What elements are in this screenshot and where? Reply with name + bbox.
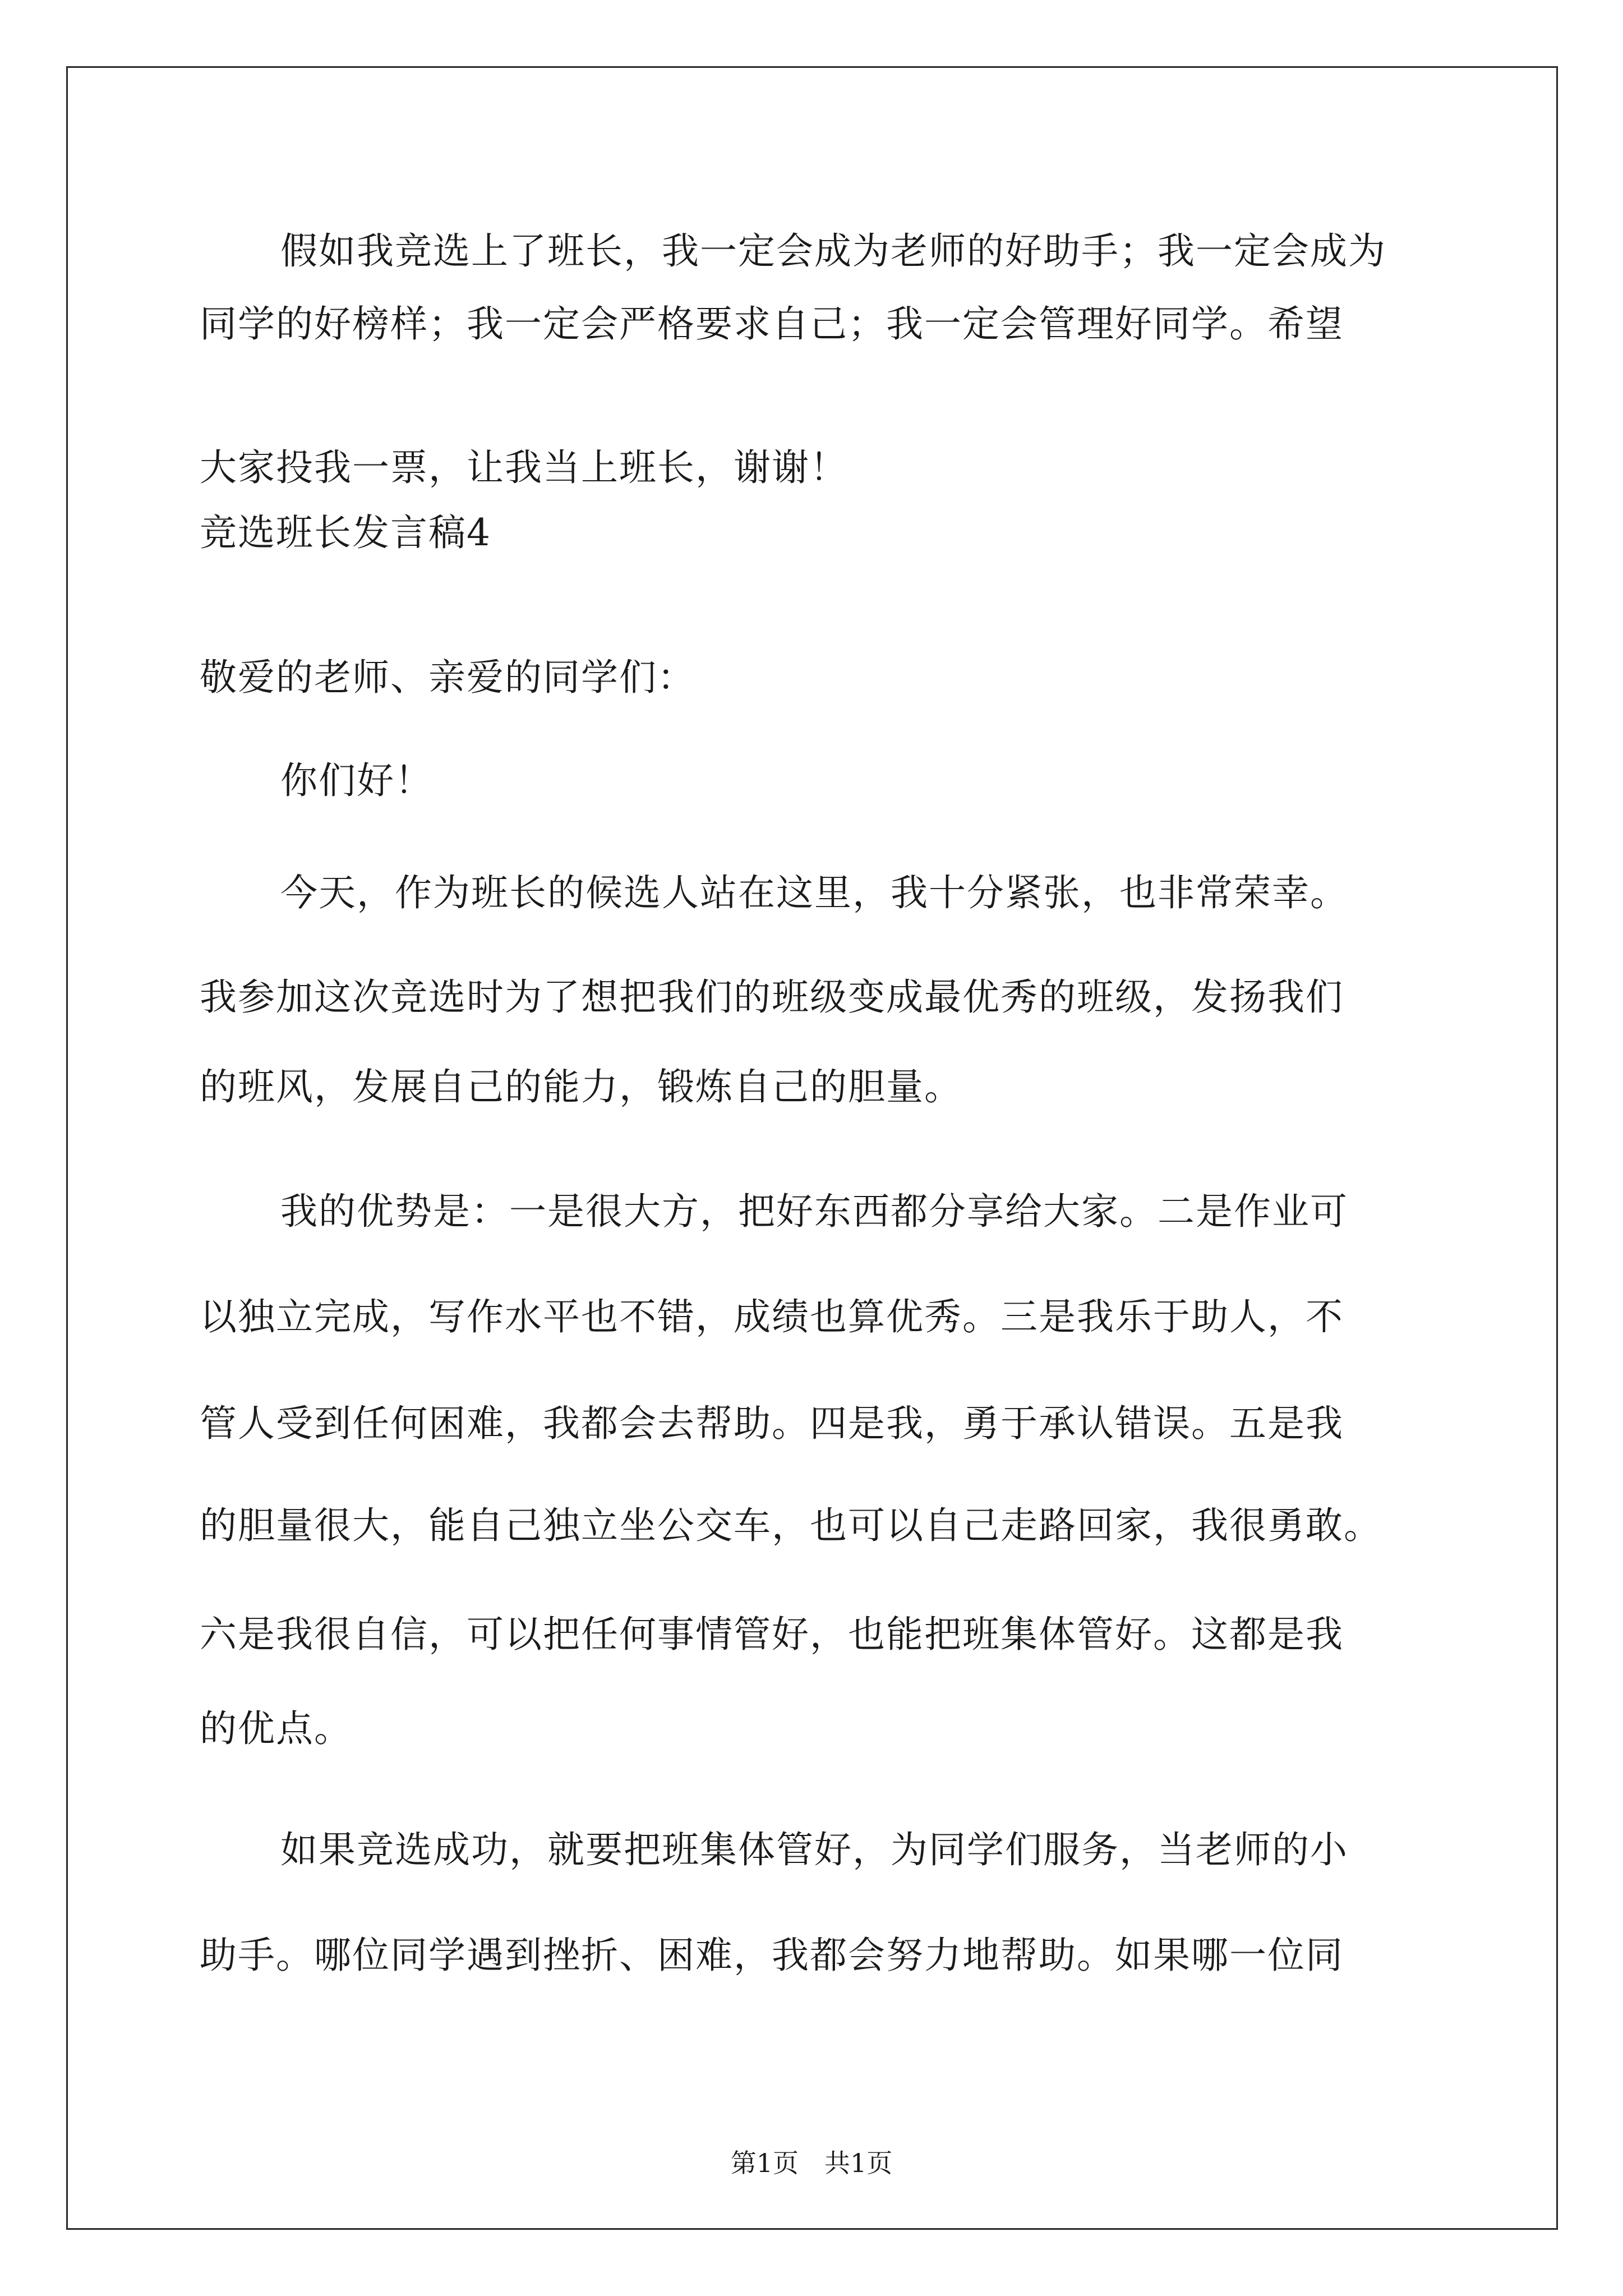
paragraph-line: 助手。哪位同学遇到挫折、困难，我都会努力地帮助。如果哪一位同 <box>200 1934 1344 1977</box>
paragraph-line: 我的优势是：一是很大方，把好东西都分享给大家。二是作业可 <box>280 1190 1348 1233</box>
paragraph-line: 今天，作为班长的候选人站在这里，我十分紧张，也非常荣幸。 <box>280 871 1348 914</box>
page-footer: 第1页 共1页 <box>730 2148 893 2178</box>
paragraph-line: 管人受到任何困难，我都会去帮助。四是我，勇于承认错误。五是我 <box>200 1402 1344 1445</box>
page-border <box>66 66 1558 2230</box>
paragraph-line: 的胆量很大，能自己独立坐公交车，也可以自己走路回家，我很勇敢。 <box>200 1504 1382 1547</box>
greeting: 你们好！ <box>280 759 433 802</box>
section-heading: 竞选班长发言稿4 <box>200 511 491 554</box>
paragraph-line: 大家投我一票，让我当上班长，谢谢！ <box>200 446 848 489</box>
paragraph-line: 如果竞选成功，就要把班集体管好，为同学们服务，当老师的小 <box>280 1828 1348 1871</box>
paragraph-line: 假如我竞选上了班长，我一定会成为老师的好助手；我一定会成为 <box>280 229 1386 273</box>
paragraph-line: 的班风，发展自己的能力，锻炼自己的胆量。 <box>200 1065 962 1108</box>
salutation: 敬爱的老师、亲爱的同学们： <box>200 656 695 699</box>
paragraph-line: 的优点。 <box>200 1707 352 1750</box>
paragraph-line: 以独立完成，写作水平也不错，成绩也算优秀。三是我乐于助人，不 <box>200 1295 1344 1338</box>
paragraph-line: 六是我很自信，可以把任何事情管好，也能把班集体管好。这都是我 <box>200 1613 1344 1656</box>
paragraph-line: 同学的好榜样；我一定会严格要求自己；我一定会管理好同学。希望 <box>200 302 1344 346</box>
paragraph-line: 我参加这次竞选时为了想把我们的班级变成最优秀的班级，发扬我们 <box>200 976 1344 1019</box>
